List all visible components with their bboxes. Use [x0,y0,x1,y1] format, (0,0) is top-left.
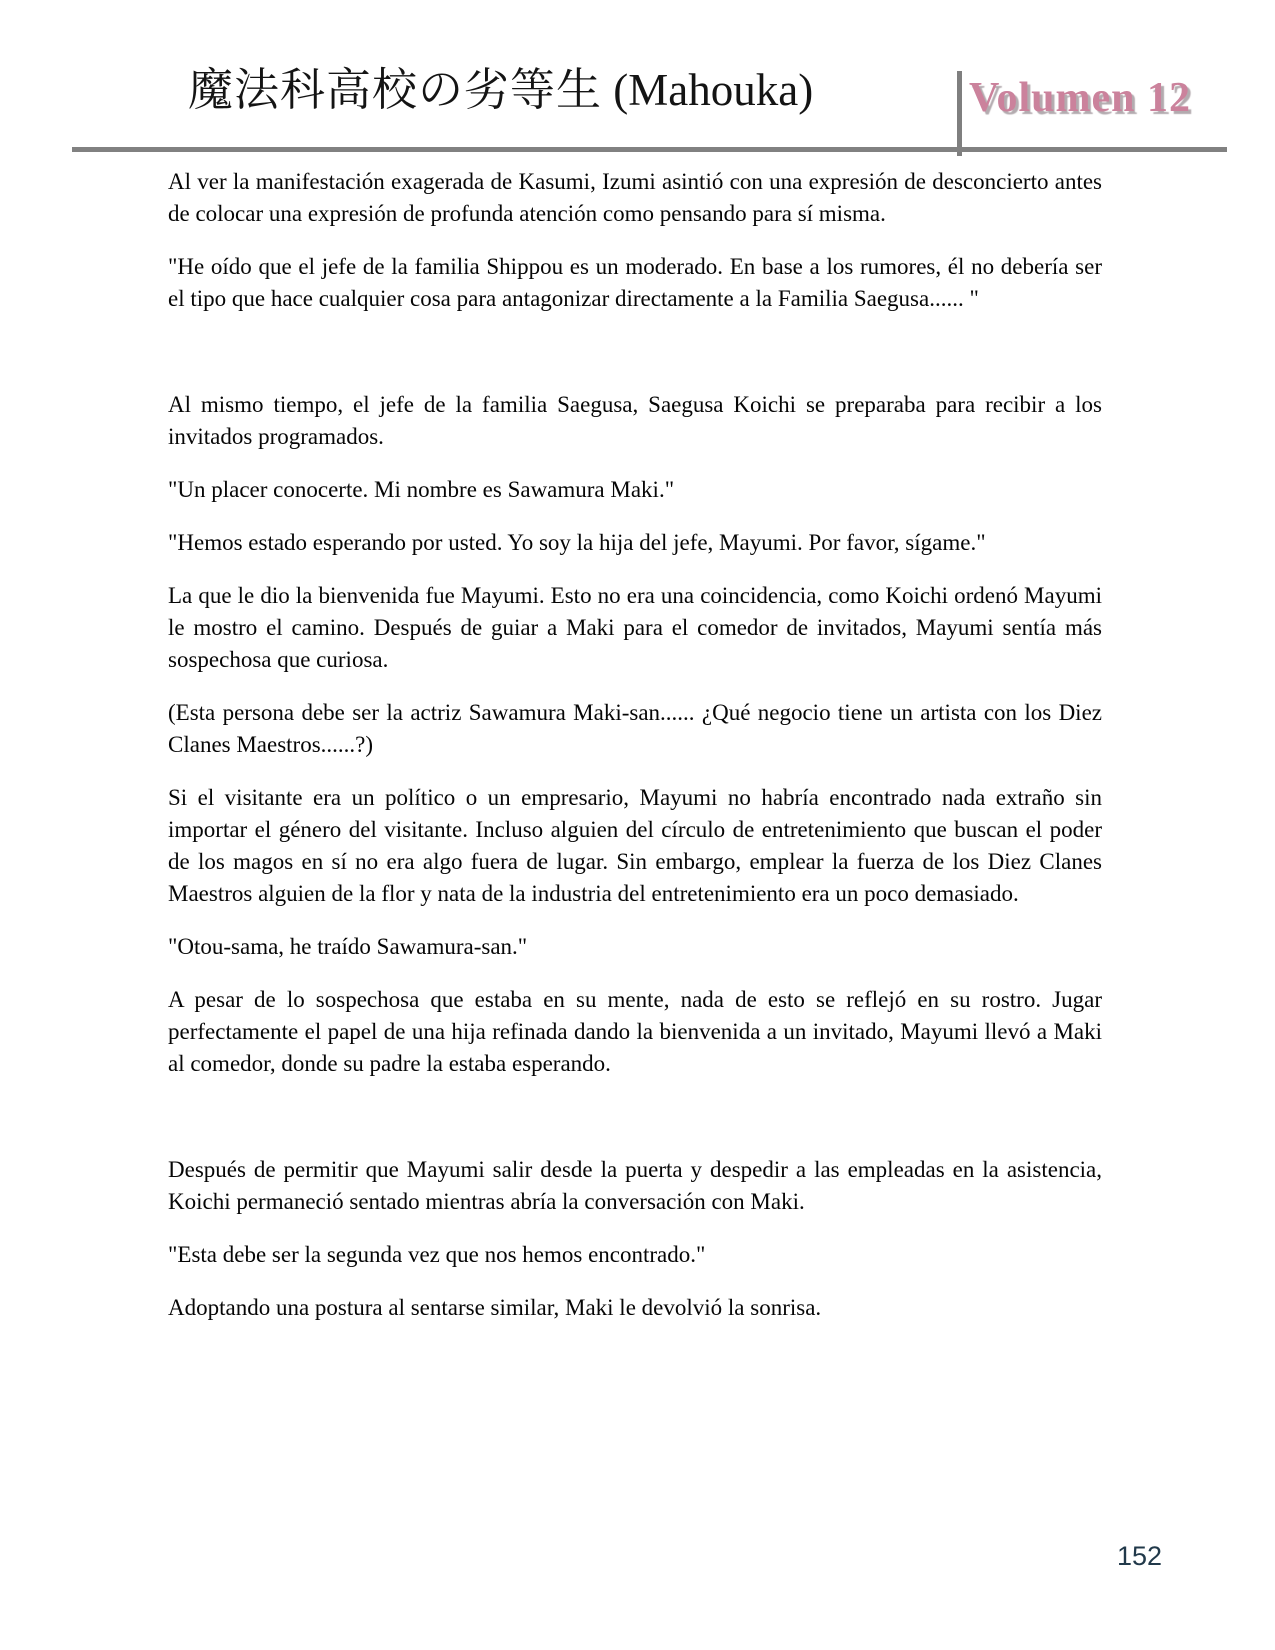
paragraph-narration: Después de permitir que Mayumi salir desde la puerta y despedir a las empleadas en la asistencia, Koichi permaneció sentado mientras abría la conversación con Maki. [168,1157,1102,1214]
paragraph-blank-spacer [168,336,1102,368]
paragraph-narration: Al ver la manifestación exagerada de Kasumi, Izumi asintió con una expresión de desconcierto antes de colocar una expresión de profunda atención como pensando para sí misma. [168,169,1102,226]
paragraph-dialogue: "Hemos estado esperando por usted. Yo soy la hija del jefe, Mayumi. Por favor, sígame." [168,530,986,555]
paragraph-narration: A pesar de lo sospechosa que estaba en su mente, nada de esto se reflejó en su rostro. Jugar perfectamente el papel de una hija refinada dando la bienvenida a un invitado, Mayumi llevó a Maki al comedor, donde su padre la estaba esperando. [168,987,1102,1076]
paragraph-narration: La que le dio la bienvenida fue Mayumi. Esto no era una coincidencia, como Koichi ordenó Mayumi le mostro el camino. Después de guiar a Maki para el comedor de invitados, Mayumi sentía más sospechosa que curiosa. [168,583,1102,672]
paragraph-narration: Adoptando una postura al sentarse similar, Maki le devolvió la sonrisa. [168,1295,822,1320]
book-title [188,64,813,116]
header-vertical-divider [957,71,962,156]
book-title-japanese: 魔法科高校の劣等生 [188,65,603,115]
paragraph-dialogue: "Un placer conocerte. Mi nombre es Sawamura Maki." [168,477,675,502]
paragraph-narration: Si el visitante era un político o un empresario, Mayumi no habría encontrado nada extraño sin importar el género del visitante. Incluso alguien del círculo de entretenimiento que buscan el poder de los magos en sí no era algo fuera de lugar. Sin embargo, emplear la fuerza de los Diez Clanes Maestros alguien de la flor y nata de la industria del entretenimiento era un poco demasiado. [168,785,1102,906]
paragraph-dialogue: "Esta debe ser la segunda vez que nos hemos encontrado." [168,1242,706,1267]
header-horizontal-rule [72,147,1227,152]
page-number: 152 [1116,1541,1162,1571]
volume-label: Volumen 12 [969,75,1191,121]
paragraph-dialogue: "Otou-sama, he traído Sawamura-san." [168,934,528,959]
paragraph-dialogue: "He oído que el jefe de la familia Shippou es un moderado. En base a los rumores, él no debería ser el tipo que hace cualquier cosa para antagonizar directamente a la Familia Saegusa...... " [168,254,1102,311]
paragraph-blank-spacer [168,1101,1102,1133]
paragraph-narration: Al mismo tiempo, el jefe de la familia Saegusa, Saegusa Koichi se preparaba para recibir a los invitados programados. [168,392,1102,449]
page-body [168,166,1102,1345]
paragraph-inner-thought: (Esta persona debe ser la actriz Sawamura Maki-san...... ¿Qué negocio tiene un artista con los Diez Clanes Maestros......?) [168,700,1102,757]
book-title-romanized: (Mahouka) [602,65,814,115]
